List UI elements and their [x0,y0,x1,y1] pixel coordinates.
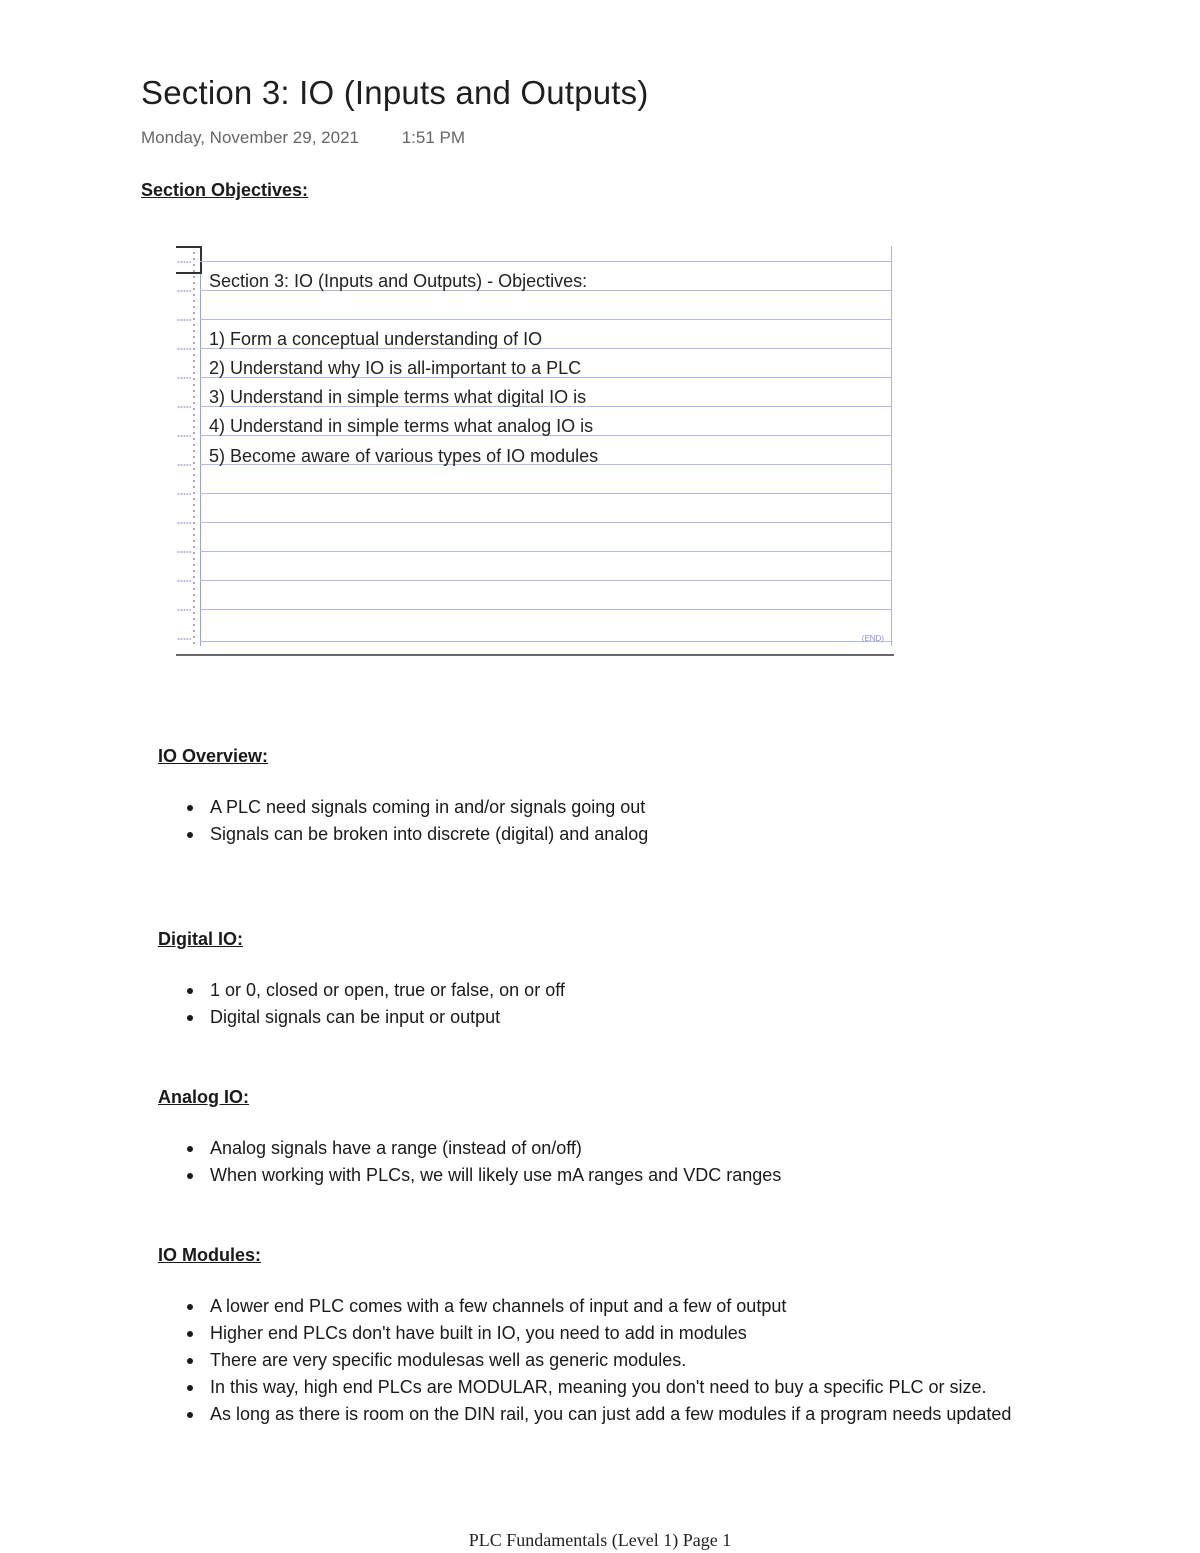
bullet-icon [187,1146,193,1152]
right-power-rail [891,246,892,646]
rung-number [177,550,191,554]
bullet-icon [187,1304,193,1310]
bullet-icon [187,1358,193,1364]
io-overview-heading: IO Overview: [158,746,269,766]
bullet-icon [187,832,193,838]
rung-number [177,289,191,293]
list-item-text: A PLC need signals coming in and/or signals going out [210,797,646,817]
date-line [141,128,465,148]
objective-item: 2) Understand why IO is all-important to a PLC [209,358,582,378]
list-item-text: When working with PLCs, we will likely use mA ranges and VDC ranges [210,1165,782,1185]
list-item-text: Higher end PLCs don't have built in IO, you need to add in modules [210,1323,747,1343]
bullet-icon [187,1385,193,1391]
list-item [158,1347,1011,1374]
list-item [158,1004,565,1031]
list-item [158,977,565,1004]
objectives-image [176,246,894,657]
page-footer: PLC Fundamentals (Level 1) Page 1 [468,1530,732,1550]
bullet-icon [187,1173,193,1179]
bullet-icon [187,805,193,811]
objective-item: 1) Form a conceptual understanding of IO [209,329,543,349]
list-item [158,1162,781,1189]
list-item [158,1374,1011,1401]
list-item-text: In this way, high end PLCs are MODULAR, meaning you don't need to buy a specific PLC or size. [210,1377,987,1397]
objective-item: 4) Understand in simple terms what analog IO is [209,416,594,436]
rung-gutter [176,246,201,646]
rung-number [177,521,191,525]
rung-number [177,347,191,351]
rung-number [177,318,191,322]
list-item-text: There are very specific modulesas well as generic modules. [210,1350,687,1370]
rung-number [177,405,191,409]
list-item-text: As long as there is room on the DIN rail, you can just add a few modules if a program needs updated [210,1404,1012,1424]
bullet-icon [187,1015,193,1021]
objective-item: 5) Become aware of various types of IO modules [209,446,599,466]
list-item [158,1135,781,1162]
bullet-icon [187,1412,193,1418]
list-item [158,1293,1011,1320]
rung-line [200,641,892,642]
page-title: Section 3: IO (Inputs and Outputs) [141,74,649,111]
digital-io-heading: Digital IO: [158,929,243,949]
list-item-text: Signals can be broken into discrete (digital) and analog [210,824,649,844]
rung-number [177,463,191,467]
rung-line [200,580,892,581]
bullet-icon [187,1331,193,1337]
rung-number [177,260,191,264]
objective-item: 3) Understand in simple terms what digital IO is [209,387,587,407]
rung-line [200,319,892,320]
bullet-icon [187,988,193,994]
objectives-heading: Section Objectives: [141,180,309,200]
rung-line [200,522,892,523]
analog-io-heading: Analog IO: [158,1087,249,1107]
date-text: Monday, November 29, 2021 [141,128,359,147]
analog-io-list [158,1135,781,1189]
list-item-text: 1 or 0, closed or open, true or false, on or off [210,980,565,1000]
list-item [158,1320,1011,1347]
time-text: 1:51 PM [401,128,466,147]
list-item-text: Analog signals have a range (instead of on/off) [210,1138,582,1158]
end-tag: (END) [861,634,884,643]
list-item [158,821,648,848]
rung-line [200,261,892,262]
list-item-text: Digital signals can be input or output [210,1007,501,1027]
io-overview-list [158,794,648,848]
rung-number [177,492,191,496]
image-bottom-rule [176,654,894,656]
rung-number [177,579,191,583]
gutter-dots [193,250,195,646]
list-item [158,1401,1011,1428]
rung-number [177,434,191,438]
rung-number [177,608,191,612]
rung-number [177,637,191,641]
digital-io-list [158,977,565,1031]
list-item [158,794,648,821]
io-modules-heading: IO Modules: [158,1245,261,1265]
rung-line [200,609,892,610]
rung-line [200,551,892,552]
list-item-text: A lower end PLC comes with a few channels of input and a few of output [210,1296,787,1316]
objectives-image-title: Section 3: IO (Inputs and Outputs) - Objectives: [209,271,588,291]
rung-line [200,493,892,494]
rung-number [177,376,191,380]
io-modules-list [158,1293,1011,1428]
